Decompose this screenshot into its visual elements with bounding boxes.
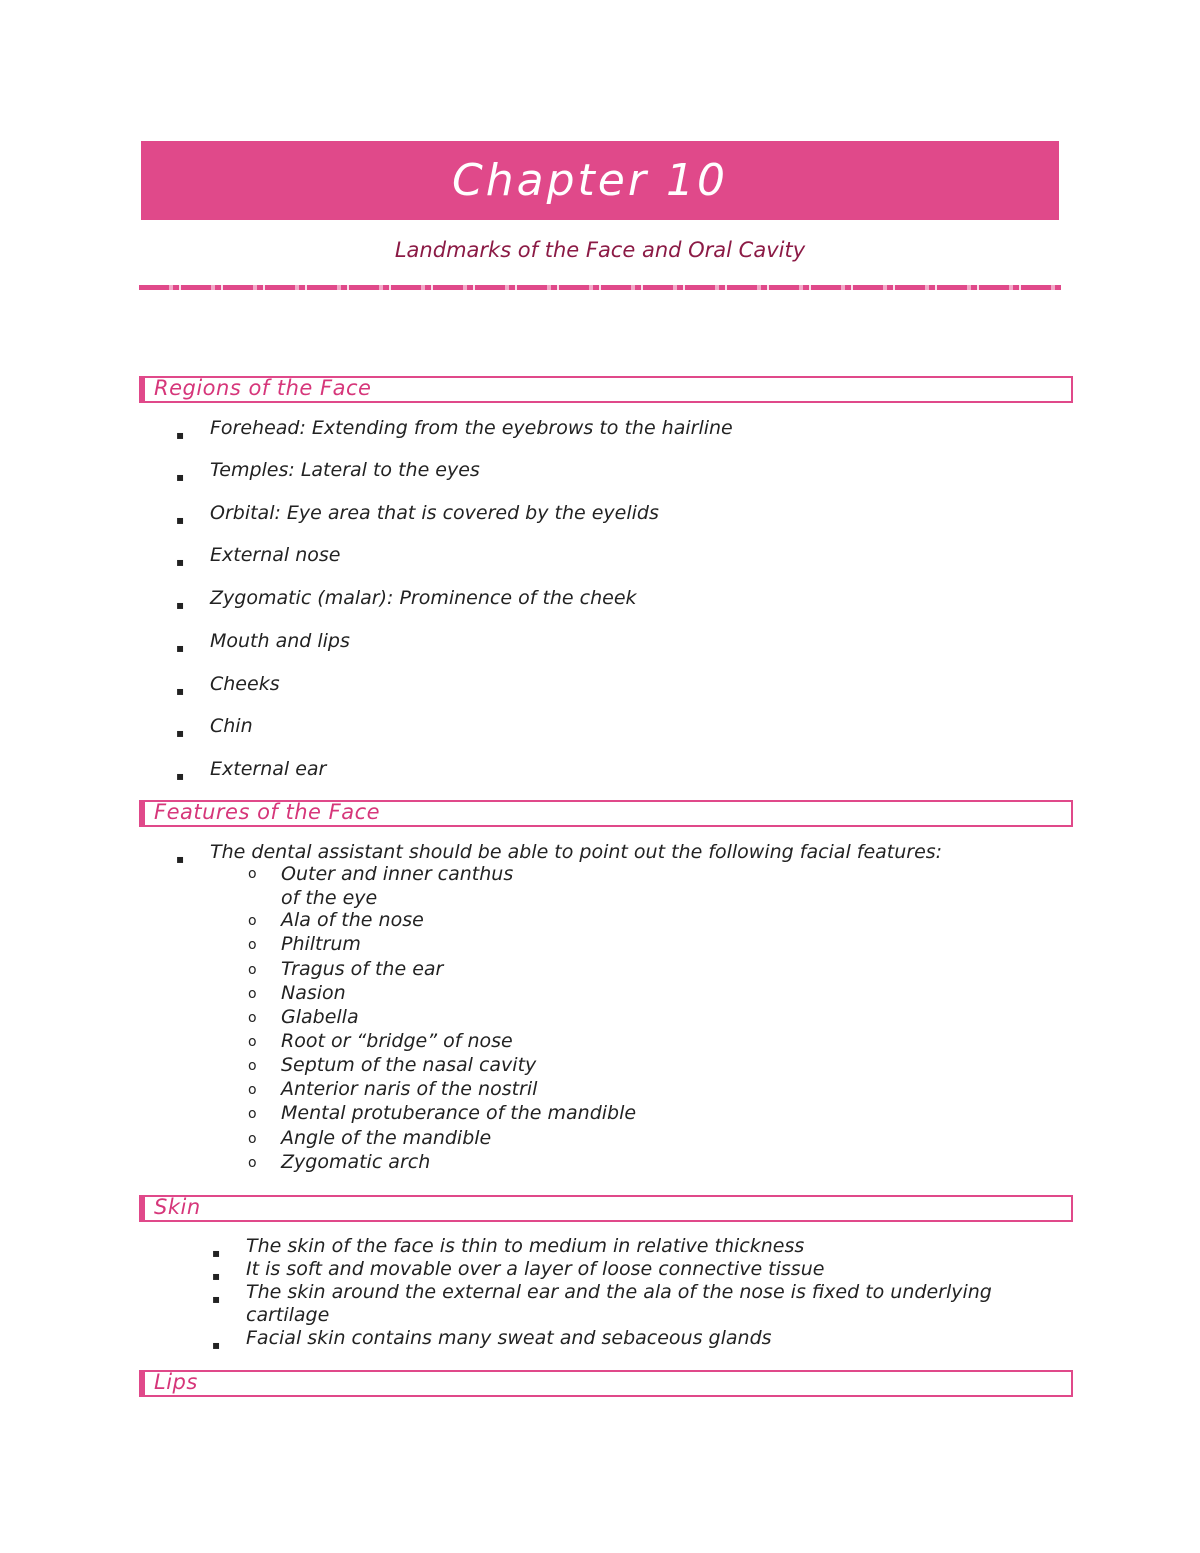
chapter-title: Chapter 10 [452,155,728,206]
sub-list-item: Glabella [281,1006,359,1028]
sub-list-item-continuation: of the eye [281,887,378,909]
bullet-marker: ▪ [176,852,185,866]
bullet-marker: ▪ [176,555,185,569]
sub-bullet-marker: o [248,1131,257,1147]
sub-list-item: Philtrum [281,933,361,955]
section-title: Regions of the Face [154,376,372,400]
list-item: The skin of the face is thin to medium in relative thickness [246,1235,805,1257]
bullet-marker: ▪ [212,1292,221,1306]
sub-list-item: Zygomatic arch [281,1151,431,1173]
bullet-marker: ▪ [176,769,185,783]
bullet-marker: ▪ [212,1338,221,1352]
list-item-continuation: cartilage [246,1304,330,1326]
sub-bullet-marker: o [248,1034,257,1050]
sub-list-item: Root or “bridge” of nose [281,1030,513,1052]
bullet-marker: ▪ [176,641,185,655]
section-header-skin [139,1195,1073,1222]
sub-list-item: Nasion [281,982,346,1004]
chapter-banner [141,141,1059,220]
sub-list-item: Tragus of the ear [281,958,444,980]
section-header-regions [139,376,1073,403]
bullet-marker: ▪ [176,726,185,740]
sub-list-item: Angle of the mandible [281,1127,492,1149]
bullet-marker: ▪ [176,470,185,484]
list-item: Mouth and lips [210,630,350,652]
bullet-marker: ▪ [176,598,185,612]
section-title: Lips [154,1370,198,1394]
sub-bullet-marker: o [248,913,257,929]
list-item: The skin around the external ear and the ala of the nose is fixed to underlying [246,1281,992,1303]
sub-bullet-marker: o [248,1058,257,1074]
bullet-marker: ▪ [176,684,185,698]
sub-list-item: Mental protuberance of the mandible [281,1102,637,1124]
list-item: The dental assistant should be able to point out the following facial features: [210,841,943,863]
section-header-lips [139,1370,1073,1397]
chapter-subtitle: Landmarks of the Face and Oral Cavity [394,238,806,262]
list-item: External nose [210,544,341,566]
decorative-divider [139,285,1061,290]
list-item: Temples: Lateral to the eyes [210,459,480,481]
bullet-marker: ▪ [176,513,185,527]
sub-bullet-marker: o [248,986,257,1002]
sub-bullet-marker: o [248,962,257,978]
sub-list-item: Outer and inner canthus [281,863,514,885]
bullet-marker: ▪ [212,1269,221,1283]
list-item: Facial skin contains many sweat and sebaceous glands [246,1327,772,1349]
section-title: Features of the Face [154,800,381,824]
list-item: Chin [210,715,253,737]
list-item: Cheeks [210,673,280,695]
list-item: It is soft and movable over a layer of loose connective tissue [246,1258,825,1280]
bullet-marker: ▪ [212,1246,221,1260]
list-item: Zygomatic (malar): Prominence of the cheek [210,587,637,609]
sub-bullet-marker: o [248,866,257,882]
sub-bullet-marker: o [248,1082,257,1098]
sub-bullet-marker: o [248,1106,257,1122]
sub-bullet-marker: o [248,1010,257,1026]
list-item: Orbital: Eye area that is covered by the eyelids [210,502,659,524]
sub-list-item: Septum of the nasal cavity [281,1054,537,1076]
section-title: Skin [154,1195,201,1219]
section-header-features [139,800,1073,827]
sub-list-item: Ala of the nose [281,909,424,931]
list-item: External ear [210,758,327,780]
list-item: Forehead: Extending from the eyebrows to the hairline [210,417,733,439]
sub-list-item: Anterior naris of the nostril [281,1078,538,1100]
bullet-marker: ▪ [176,428,185,442]
sub-bullet-marker: o [248,937,257,953]
sub-bullet-marker: o [248,1155,257,1171]
